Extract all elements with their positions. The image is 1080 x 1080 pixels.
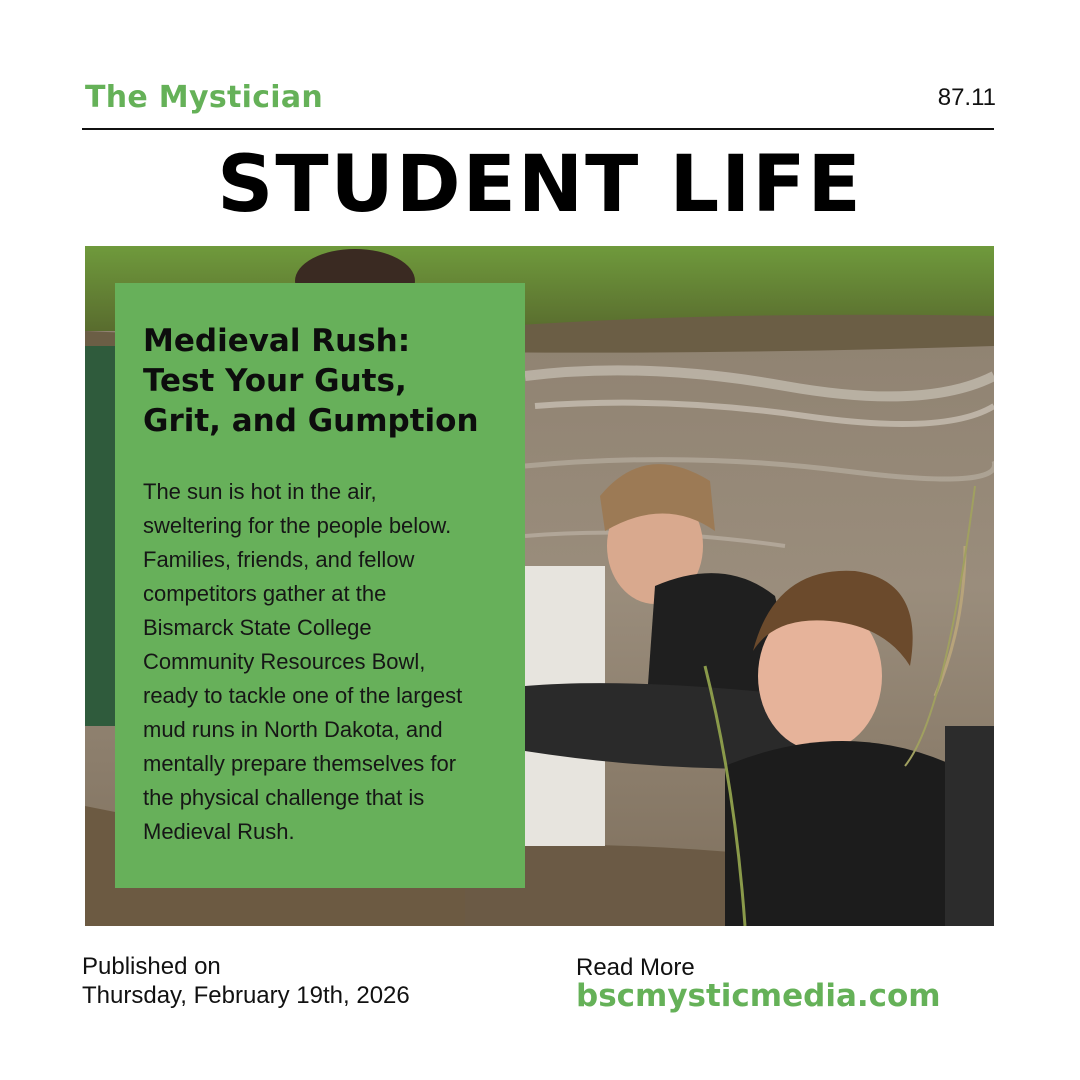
body-line: The sun is hot in the air, [143, 479, 377, 504]
article-body [143, 475, 503, 849]
article-headline [143, 321, 503, 441]
published-label: Published on [82, 953, 221, 980]
body-line: Families, friends, and fellow [143, 547, 415, 572]
site-link[interactable]: bscmysticmedia.com [576, 978, 941, 1014]
body-line: sweltering for the people below. [143, 513, 452, 538]
article-card [115, 283, 525, 888]
body-line: the physical challenge that is [143, 785, 425, 810]
masthead-rule [82, 128, 994, 130]
body-line: mud runs in North Dakota, and [143, 717, 443, 742]
published-info [82, 952, 410, 1010]
body-line: Medieval Rush. [143, 819, 295, 844]
headline-line: Test Your Guts, [143, 363, 407, 399]
body-line: mentally prepare themselves for [143, 751, 457, 776]
read-more-label: Read More [576, 954, 695, 981]
body-line: Bismarck State College [143, 615, 372, 640]
issue-number: 87.11 [937, 84, 996, 111]
published-date: Thursday, February 19th, 2026 [82, 982, 410, 1009]
body-line: Community Resources Bowl, [143, 649, 426, 674]
masthead-name: The Mystician [85, 80, 324, 115]
headline-line: Medieval Rush: [143, 323, 411, 359]
headline-line: Grit, and Gumption [143, 403, 479, 439]
section-title: STUDENT LIFE [217, 140, 863, 230]
body-line: competitors gather at the [143, 581, 387, 606]
body-line: ready to tackle one of the largest [143, 683, 463, 708]
